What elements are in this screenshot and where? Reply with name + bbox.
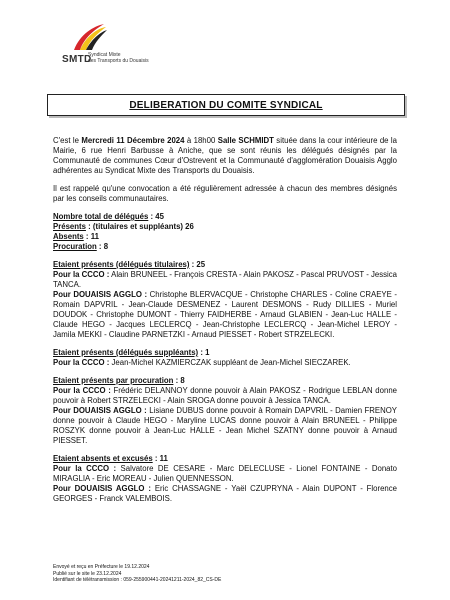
entry-text: Jean-Michel KAZMIERCZAK suppléant de Jean-Michel SIECZAREK. [109, 358, 351, 367]
count-total-label: Nombre total de délégués [53, 212, 149, 221]
footer-sent-date: Envoyé et reçu en Préfecture le 19.12.2024 [53, 564, 150, 570]
count-absent-label: Absents [53, 232, 84, 241]
logo-text: SMTD [62, 54, 92, 65]
section-absents [53, 454, 397, 504]
section-title-text: Etaient présents (délégués titulaires) [53, 260, 190, 269]
count-proxy-label: Procuration [53, 242, 97, 251]
section-title [53, 348, 397, 358]
counts-block [53, 212, 397, 252]
entry-douaisis-agglo [53, 406, 397, 446]
entry-label: Pour DOUAISIS AGGLO : [53, 290, 148, 299]
meeting-place: Salle SCHMIDT [217, 136, 274, 145]
count-total-value: : 45 [148, 212, 164, 221]
entry-text: Lisiane DUBUS donne pouvoir à Romain DAPVRIL - Damien FRENOY donne pouvoir à Claude HEGO - Maryline LUCAS donne pouvoir à Alain BRUNEEL - Philippe ROSZYK donne pouvoir à Jean-Luc HALLE - Jean Michel SZATNY donne pouvoir à Arnaud PIESSET. [53, 406, 398, 445]
intro-time: à 18h00 [184, 136, 218, 145]
section-count: : 1 [198, 348, 210, 357]
section-title-text: Etaient présents (délégués suppléants) [53, 348, 199, 357]
entry-label: Pour la CCCO : [53, 358, 110, 367]
smtd-logo [60, 16, 150, 76]
reminder-paragraph: Il est rappelé qu'une convocation a été régulièrement adressée à chacun des membres désignés par les conseils communautaires. [53, 184, 397, 203]
logo-subtitle [88, 52, 158, 64]
transmission-footer [53, 564, 397, 584]
footer-published-date: Publié sur le site le 23.12.2024 [53, 570, 122, 577]
section-titulaires [53, 260, 397, 340]
section-title [53, 260, 397, 270]
entry-ccco [53, 358, 397, 368]
intro-post: située dans la cour intérieure de la Mairie, 6 rue Henri Barbusse à Aniche, que se sont réunis les délégués désignés par la Communauté de communes Cœur d'Ostrevent et la Communauté d'agglomération Douaisis Agglo adhérentes au Syndicat Mixte des Transports du Douaisis. [53, 136, 397, 175]
logo-swoosh-icon [60, 16, 150, 56]
section-title-text: Etaient présents par procuration [53, 376, 174, 385]
entry-ccco [53, 270, 397, 290]
section-title [53, 454, 397, 464]
section-title-text: Etaient absents et excusés [53, 454, 153, 463]
entry-text: Frédéric DELANNOY donne pouvoir à Alain PAKOSZ - Rodrigue LEBLAN donne pouvoir à Robert STRZELECKI - Alain SROGA donne pouvoir à Jessica TANCA. [53, 386, 397, 405]
document-body [53, 136, 397, 504]
title-box [47, 94, 405, 116]
entry-douaisis-agglo [53, 290, 397, 340]
section-title [53, 376, 397, 386]
entry-text: Eric CHASSAGNE - Yaël CZUPRYNA - Alain DUPONT - Florence GEORGES - Franck VALEMBOIS. [53, 484, 398, 503]
count-proxy-value: : 8 [96, 242, 109, 251]
entry-label: Pour la CCCO : [53, 386, 111, 395]
meeting-date: Mercredi 11 Décembre 2024 [81, 136, 185, 145]
intro-pre: C'est le [53, 136, 82, 145]
count-present-label: Présents [53, 222, 86, 231]
entry-label: Pour la CCCO : [53, 270, 110, 279]
count-absent [53, 232, 397, 242]
entry-douaisis-agglo [53, 484, 397, 504]
section-count: : 11 [152, 454, 168, 463]
count-absent-value: : 11 [83, 232, 99, 241]
section-suppleants [53, 348, 397, 368]
count-proxy [53, 242, 397, 252]
entry-text: Salvatore DE CESARE - Marc DELECLUSE - Lionel FONTAINE - Donato MIRAGLIA - Eric MOREAU - Julien QUENNESSON. [53, 464, 397, 483]
entry-label: Pour DOUAISIS AGGLO : [53, 484, 151, 493]
logo-subtitle-line-2: des Transports du Douaisis [88, 58, 149, 64]
entry-ccco [53, 386, 397, 406]
entry-text: Alain BRUNEEL - François CRESTA - Alain PAKOSZ - Pascal PRUVOST - Jessica TANCA. [53, 270, 397, 289]
footer-identifier: Identifiant de télétransmission : 059-255900441-20241211-2024_82_CS-DE [53, 577, 222, 583]
count-present [53, 222, 397, 232]
section-procuration [53, 376, 397, 446]
logo-subtitle-line-1: Syndicat Mixte [88, 52, 121, 58]
intro-paragraph [53, 136, 397, 176]
entry-label: Pour la CCCO : [53, 464, 117, 473]
entry-ccco [53, 464, 397, 484]
entry-text: Christophe BLERVACQUE - Christophe CHARLES - Coline CRAEYE - Romain DAPVRIL - Jean-Claude DESMENEZ - Laurent DESMONS - Rudy DILLIES - Muriel DOUDOK - Christophe DUMONT - Thierry FAIDHERBE - Arnaud GLABIEN - Jean-Luc HALLE - Claude HEGO - Jacques LECLERCQ - Jean-Christophe LECLERCQ - Jean-Michel LEROY - Jamila MEKKI - Claudine PARNETZKI - Arnaud PIESSET - Robert STRZELECKI. [53, 290, 397, 339]
document-title: DELIBERATION DU COMITE SYNDICAL [129, 99, 323, 111]
count-present-value: : (titulaires et suppléants) 26 [85, 222, 194, 231]
section-count: : 8 [173, 376, 185, 385]
section-count: : 25 [189, 260, 206, 269]
count-total [53, 212, 397, 222]
entry-label: Pour DOUAISIS AGGLO : [53, 406, 147, 415]
